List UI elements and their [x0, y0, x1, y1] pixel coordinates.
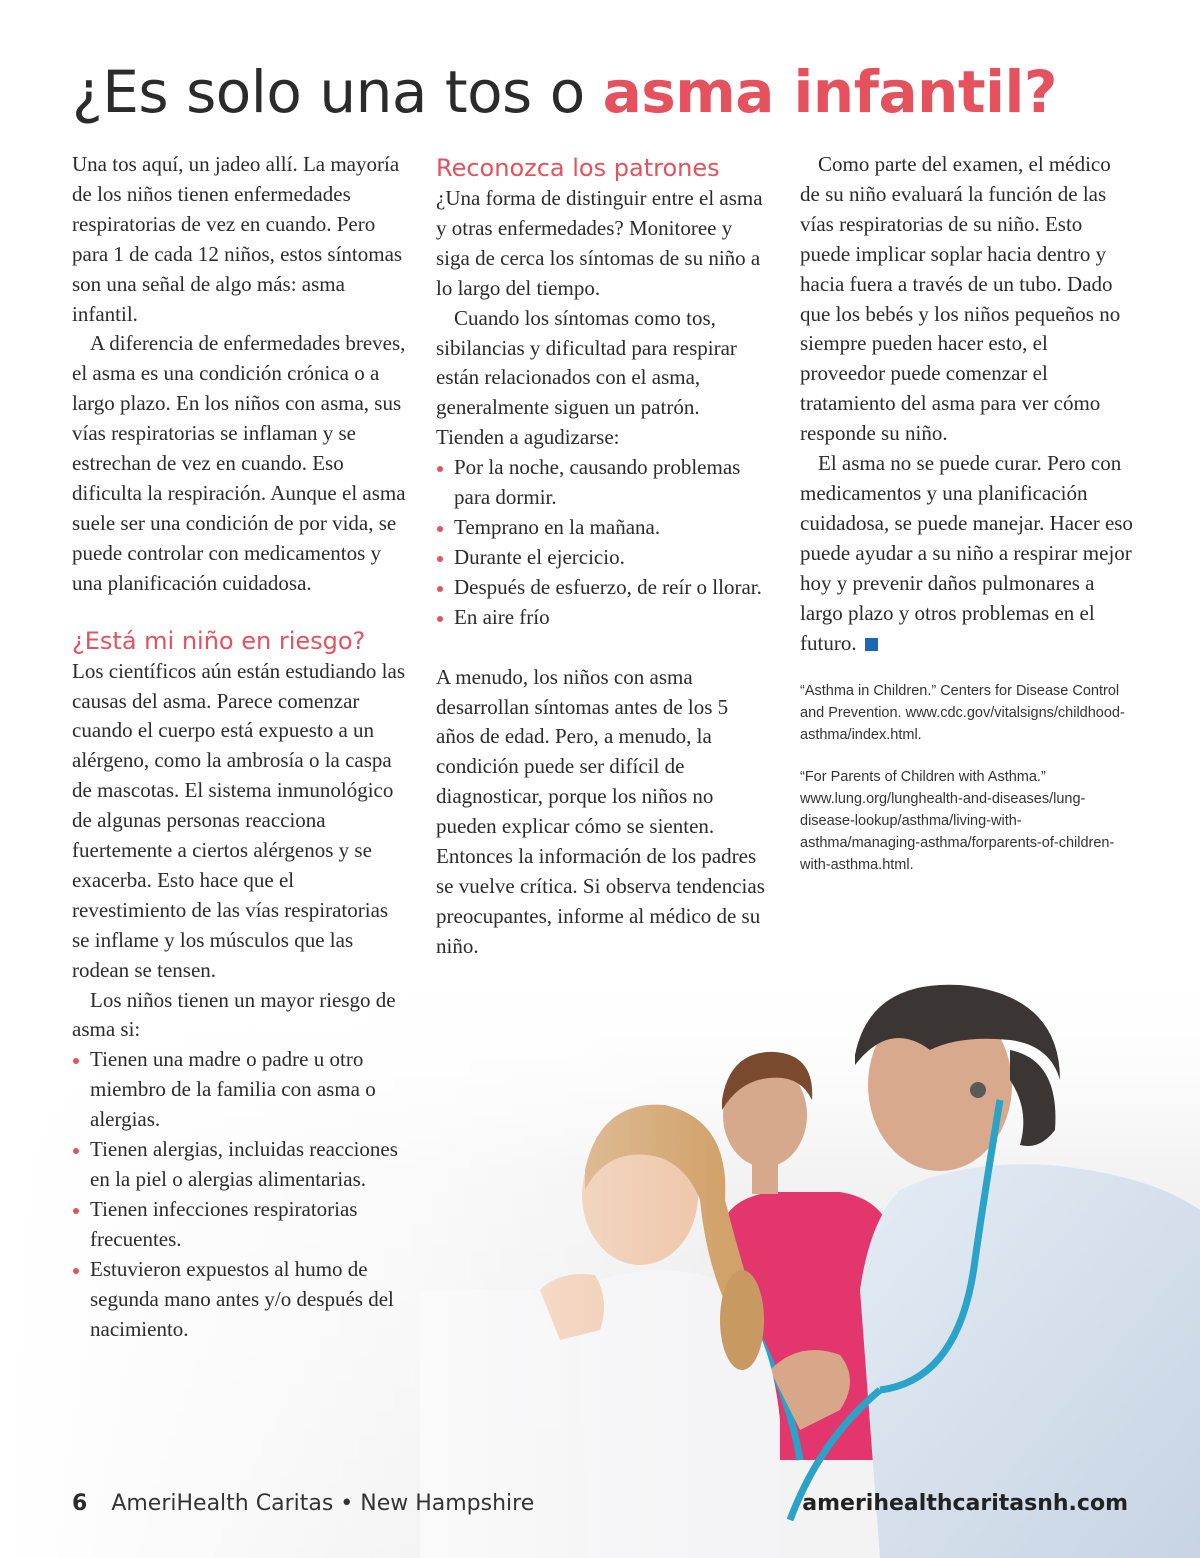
- bullet-icon: [437, 616, 443, 622]
- bullet-icon: [437, 586, 443, 592]
- diagnosis-paragraph: A menudo, los niños con asma desarrollan síntomas antes de los 5 años de edad. Pero, a menudo, la condición puede ser difícil de diagnosticar, porque los niños no pueden explicar cómo se sienten. Entonces la información de los padres se vuelve crítica. Si observa tendencias preocupantes, informe al médico de su niño.: [436, 664, 765, 958]
- list-item: Durante el ejercicio.: [436, 543, 771, 573]
- symptom-timing-list: [436, 453, 771, 632]
- risk-factors-list: [72, 1045, 407, 1344]
- bullet-icon: [73, 1208, 79, 1214]
- bullet-icon: [73, 1058, 79, 1064]
- chronic-condition-paragraph: A diferencia de enfermedades breves, el asma es una condición crónica o a largo plazo. En los niños con asma, sus vías respiratorias se inflaman y se estrechan de vez en cuando. Eso dificulta la respiración. Aunque el asma suele ser una condición de por vida, se puede controlar con medicamentos y una planificación cuidadosa.: [72, 331, 406, 595]
- bullet-icon: [437, 526, 443, 532]
- patterns-heading: Reconozca los patrones: [436, 154, 720, 182]
- exam-paragraph: Como parte del examen, el médico de su niño evaluará la función de las vías respiratorias de su niño. Esto puede implicar soplar hacia dentro y hacia fuera a través de un tubo. Dado que los bebés y los niños pequeños no siempre pueden hacer esto, el proveedor puede comenzar el tratamiento del asma para ver cómo responde su niño.: [800, 152, 1121, 446]
- patterns-paragraph: ¿Una forma de distinguir entre el asma y otras enfermedades? Monitoree y siga de cerca los síntomas de su niño a lo largo del tiempo.: [436, 186, 763, 300]
- list-item: Después de esfuerzo, de reír o llorar.: [436, 573, 771, 603]
- publication-name: AmeriHealth Caritas • New Hampshire: [111, 1491, 535, 1516]
- list-item: Tienen alergias, incluidas reacciones en la piel o alergias alimentarias.: [72, 1135, 407, 1195]
- website-link[interactable]: amerihealthcaritasnh.com: [802, 1491, 1128, 1516]
- reference-cdc: “Asthma in Children.” Centers for Disease Control and Prevention. www.cdc.gov/vitalsigns/childhood-asthma/index.html.: [800, 683, 1125, 744]
- list-item: Tienen una madre o padre u otro miembro de la familia con asma o alergias.: [72, 1045, 407, 1135]
- article-title: [72, 58, 1058, 126]
- list-item: En aire frío: [436, 603, 771, 633]
- intro-paragraph: Una tos aquí, un jadeo allí. La mayoría de los niños tienen enfermedades respiratorias de vez en cuando. Pero para 1 de cada 12 niños, estos síntomas son una señal de algo más: asma infantil.: [72, 152, 403, 326]
- bullet-icon: [437, 556, 443, 562]
- column-2: [436, 150, 771, 962]
- page-number: 6: [72, 1491, 88, 1516]
- references: [800, 680, 1135, 876]
- symptoms-paragraph: Cuando los síntomas como tos, sibilancias y dificultad para respirar están relacionados con el asma, generalmente siguen un patrón. Tienden a agudizarse:: [436, 305, 737, 450]
- list-item: Tienen infecciones respiratorias frecuentes.: [72, 1195, 407, 1255]
- risk-intro-paragraph: Los niños tienen un mayor riesgo de asma si:: [72, 987, 396, 1042]
- reference-lung-org: “For Parents of Children with Asthma.” www.lung.org/lunghealth-and-diseases/lung-disease-lookup/asthma/living-with-asthma/managing-asthma/forparents-of-children-with-asthma.html.: [800, 769, 1115, 874]
- page-footer: [72, 1487, 1128, 1521]
- end-of-article-icon: [865, 638, 878, 651]
- column-3: [800, 150, 1135, 896]
- causes-paragraph: Los científicos aún están estudiando las causas del asma. Parece comenzar cuando el cuerpo está expuesto a un alérgeno, como la ambrosía o la caspa de mascotas. El sistema inmunológico de algunas personas reacciona fuertemente a ciertos alérgenos y se exacerba. Esto hace que el revestimiento de las vías respiratorias se inflame y los músculos que las rodean se tensen.: [72, 658, 405, 982]
- bullet-icon: [73, 1148, 79, 1154]
- management-paragraph: El asma no se puede curar. Pero con medicamentos y una planificación cuidadosa, se puede manejar. Hacer eso puede ayudar a su niño a respirar mejor hoy y prevenir daños pulmonares a largo plazo y otros problemas en el futuro.: [800, 451, 1133, 655]
- list-item: Temprano en la mañana.: [436, 513, 771, 543]
- bullet-icon: [437, 466, 443, 472]
- title-accent: asma infantil?: [602, 58, 1058, 126]
- title-main: ¿Es solo una tos o: [72, 58, 603, 126]
- column-1: [72, 150, 407, 1344]
- risk-heading: ¿Está mi niño en riesgo?: [72, 626, 366, 655]
- list-item: Estuvieron expuestos al humo de segunda mano antes y/o después del nacimiento.: [72, 1255, 407, 1345]
- list-item: Por la noche, causando problemas para dormir.: [436, 453, 771, 513]
- bullet-icon: [73, 1268, 79, 1274]
